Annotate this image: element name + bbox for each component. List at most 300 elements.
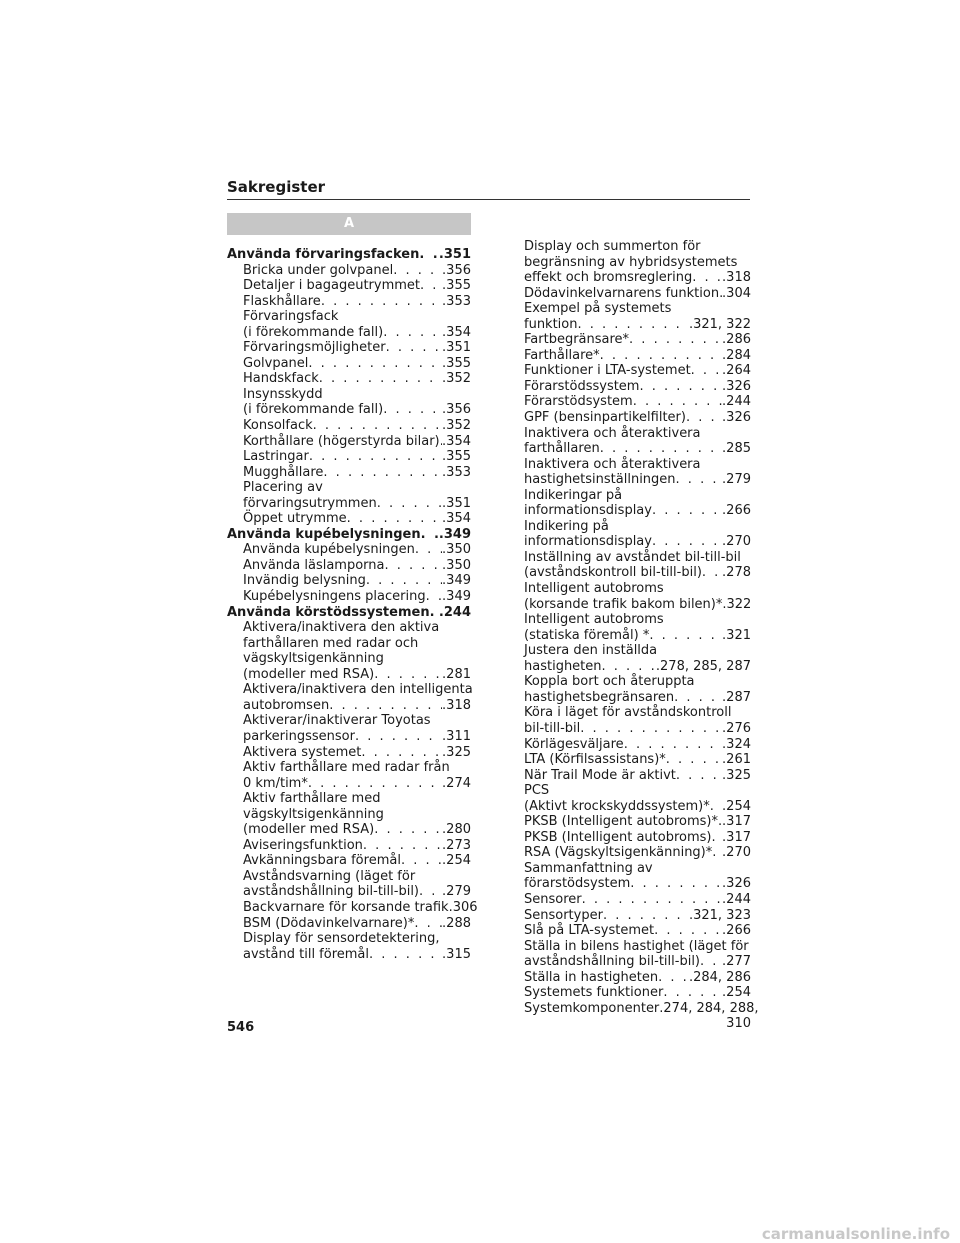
entry-text: Display för sensordetektering, xyxy=(243,931,440,947)
page-reference: .266 xyxy=(722,923,751,939)
entry-text: Använda körstödssystemen xyxy=(227,604,430,620)
page-reference: .284, 286 xyxy=(688,969,751,985)
index-entry xyxy=(524,892,751,908)
leader-dots xyxy=(308,356,442,372)
page-reference: .351 xyxy=(438,247,471,262)
entry-text: När Trail Mode är aktivt xyxy=(524,767,676,783)
index-entry xyxy=(524,394,751,410)
leader-dots xyxy=(602,659,656,675)
entry-text: funktion xyxy=(524,316,578,332)
index-entry xyxy=(524,721,751,737)
page-reference: .353 xyxy=(442,293,471,309)
leader-dots xyxy=(319,371,442,387)
leader-dots xyxy=(663,985,722,1001)
index-entry xyxy=(524,255,751,271)
leader-dots xyxy=(419,247,439,263)
index-entry xyxy=(524,674,751,690)
entry-text: Detaljer i bagageutrymmet xyxy=(243,278,420,294)
page-reference: .322 xyxy=(722,596,752,612)
leader-dots xyxy=(674,690,722,706)
index-entry xyxy=(524,488,751,504)
entry-text: Inaktivera och återaktivera xyxy=(524,425,701,441)
entry-text: Använda kupébelysningen xyxy=(227,526,421,542)
index-entry xyxy=(524,628,751,644)
page-reference: .315 xyxy=(442,946,471,962)
entry-text: Systemkomponenter xyxy=(524,1000,660,1016)
entry-text: hastighetsinställningen xyxy=(524,472,676,488)
index-entry xyxy=(524,441,751,457)
index-entry xyxy=(227,573,471,589)
leader-dots xyxy=(712,830,723,846)
page-number: 546 xyxy=(227,1020,255,1035)
entry-text: Öppet utrymme xyxy=(243,511,347,527)
leader-dots xyxy=(361,745,442,761)
leader-dots xyxy=(323,465,442,481)
leader-dots xyxy=(369,947,442,963)
leader-dots xyxy=(624,737,722,753)
leader-dots xyxy=(401,853,442,869)
entry-text: Sensorer xyxy=(524,891,582,907)
leader-dots xyxy=(580,721,722,737)
entry-text: Invändig belysning xyxy=(243,573,366,589)
page-reference: .274, 284, 288, xyxy=(659,1000,759,1016)
leader-dots xyxy=(686,410,722,426)
entry-text: Sammanfattning av xyxy=(524,860,653,876)
page-reference: .277 xyxy=(722,954,751,970)
page-reference: .355 xyxy=(442,449,471,465)
index-entry xyxy=(227,667,471,683)
page-reference: .287 xyxy=(722,689,751,705)
leader-dots xyxy=(383,325,442,341)
entry-text: (modeller med RSA) xyxy=(243,666,375,682)
leader-dots xyxy=(603,908,689,924)
page-reference: .279 xyxy=(442,884,471,900)
entry-text: PCS xyxy=(524,783,550,799)
entry-text: 0 km/tim* xyxy=(243,775,308,791)
page-reference: .355 xyxy=(442,355,471,371)
index-entry xyxy=(227,651,471,667)
index-entry xyxy=(524,332,751,348)
entry-text: Exempel på systemets xyxy=(524,301,672,317)
entry-text: Använda läslamporna xyxy=(243,557,385,573)
page-reference: .264 xyxy=(722,363,751,379)
index-entry xyxy=(524,923,751,939)
entry-text: informationsdisplay xyxy=(524,534,652,550)
index-entry xyxy=(524,519,751,535)
index-entry xyxy=(524,457,751,473)
page-reference: .318 xyxy=(442,697,471,713)
index-entry xyxy=(524,1016,751,1032)
leader-dots xyxy=(419,884,442,900)
index-entry xyxy=(524,379,751,395)
index-entry xyxy=(524,752,751,768)
entry-text: Farthållare* xyxy=(524,347,600,363)
index-entry xyxy=(227,620,471,636)
entry-text: Flaskhållare xyxy=(243,293,321,309)
page-reference: .311 xyxy=(442,728,471,744)
leader-dots xyxy=(377,496,442,512)
entry-text: Aktivera/inaktivera den intelligenta xyxy=(243,682,473,698)
entry-text: Använda förvaringsfacken xyxy=(227,247,420,262)
page-reference: .266 xyxy=(722,503,751,519)
leader-dots xyxy=(415,542,442,558)
page-reference: .270 xyxy=(722,534,751,550)
page-reference: .254 xyxy=(442,853,471,869)
leader-dots xyxy=(421,527,439,543)
entry-text: Placering av xyxy=(243,480,323,496)
index-entry xyxy=(524,503,751,519)
entry-text: hastighetsbegränsaren xyxy=(524,689,675,705)
index-entry xyxy=(227,496,471,512)
index-entry xyxy=(524,643,751,659)
page-reference: .274 xyxy=(442,775,471,791)
entry-text: GPF (bensinpartikelfilter) xyxy=(524,410,686,426)
entry-text: Backvarnare för korsande trafik xyxy=(243,899,449,915)
index-entry xyxy=(227,899,478,916)
index-entry xyxy=(227,947,471,963)
leader-dots xyxy=(633,394,722,410)
index-entry xyxy=(524,410,751,426)
page-reference: .280 xyxy=(442,822,471,838)
index-entry xyxy=(227,869,471,885)
entry-text: Kupébelysningens placering xyxy=(243,589,426,605)
entry-text: informationsdisplay xyxy=(524,503,652,519)
page-reference: .318 xyxy=(722,270,751,286)
index-entry xyxy=(524,239,751,255)
leader-dots xyxy=(366,573,442,589)
index-entry xyxy=(227,465,471,481)
page-reference: .354 xyxy=(442,511,471,527)
page-reference: .349 xyxy=(438,526,471,542)
index-entry xyxy=(227,589,471,605)
entry-text: Insynsskydd xyxy=(243,386,323,402)
page-reference: .270 xyxy=(722,845,751,861)
entry-text: Använda kupébelysningen xyxy=(243,542,415,558)
page-reference: .349 xyxy=(442,573,471,589)
index-entry xyxy=(227,278,471,294)
entry-text: (korsande trafik bakom bilen)* xyxy=(524,596,723,612)
header-divider xyxy=(227,199,750,200)
entry-text: vägskyltsigenkänning xyxy=(243,806,384,822)
leader-dots xyxy=(414,916,442,932)
page-reference: .325 xyxy=(722,767,751,783)
entry-text: vägskyltsigenkänning xyxy=(243,651,384,667)
entry-text: Indikeringar på xyxy=(524,487,623,503)
page-reference: .356 xyxy=(442,402,471,418)
entry-text: Körlägesväljare xyxy=(524,736,624,752)
leader-dots xyxy=(383,402,442,418)
page-reference: .349 xyxy=(442,589,471,605)
index-entry xyxy=(524,426,751,442)
index-entry xyxy=(227,884,471,900)
leader-dots xyxy=(692,270,722,286)
entry-text: Förarstödsystem xyxy=(524,394,633,410)
index-entry xyxy=(227,263,471,279)
page-reference: .276 xyxy=(722,720,751,736)
entry-text: (statiska föremål) * xyxy=(524,627,650,643)
entry-text: Lastringar xyxy=(243,449,309,465)
leader-dots xyxy=(420,278,442,294)
entry-text: hastigheten xyxy=(524,658,602,674)
page-reference: .321, 322 xyxy=(688,316,751,332)
index-entry xyxy=(524,783,751,799)
entry-text: Aktiv farthållare med xyxy=(243,791,381,807)
leader-dots xyxy=(666,752,722,768)
index-entry xyxy=(227,418,471,434)
index-entry xyxy=(227,402,471,418)
leader-dots xyxy=(652,534,722,550)
index-entry xyxy=(524,845,751,861)
page-reference: .356 xyxy=(442,262,471,278)
page-reference: .306 xyxy=(448,899,478,915)
entry-text: Handskfack xyxy=(243,371,319,387)
index-entry xyxy=(227,558,471,574)
leader-dots xyxy=(654,923,722,939)
entry-text: PKSB (Intelligent autobroms) xyxy=(524,829,712,845)
entry-text: Slå på LTA-systemet xyxy=(524,923,655,939)
leader-dots xyxy=(426,589,442,605)
entry-text: förarstödsystem xyxy=(524,876,631,892)
index-entry xyxy=(524,985,751,1001)
leader-dots xyxy=(639,379,722,395)
entry-text: Ställa in hastigheten xyxy=(524,969,659,985)
page-reference: .254 xyxy=(722,985,751,1001)
index-entry xyxy=(227,371,471,387)
entry-text: förvaringsutrymmen xyxy=(243,495,377,511)
page-reference: .284 xyxy=(722,347,751,363)
index-entry xyxy=(227,682,471,698)
entry-text: Display och summerton för xyxy=(524,239,701,254)
entry-text: Bricka under golvpanel xyxy=(243,262,394,278)
entry-text: Koppla bort och återuppta xyxy=(524,674,695,690)
index-entry xyxy=(524,472,751,488)
leader-dots xyxy=(652,503,722,519)
index-entry xyxy=(524,363,751,379)
index-entry xyxy=(227,729,471,745)
leader-dots xyxy=(582,892,722,908)
entry-text: Aktivera/inaktivera den aktiva xyxy=(243,620,440,636)
entry-text: Aktiverar/inaktiverar Toyotas xyxy=(243,713,431,729)
entry-text: Avkänningsbara föremål xyxy=(243,853,401,869)
page-reference: .281 xyxy=(442,666,471,682)
page-reference: .326 xyxy=(722,410,751,426)
entry-text: Fartbegränsare* xyxy=(524,332,630,348)
page-reference: .278, 285, 287 xyxy=(655,658,751,674)
leader-dots xyxy=(700,954,722,970)
entry-text: farthållaren xyxy=(524,441,600,457)
index-entry xyxy=(227,853,471,869)
index-entry xyxy=(227,698,471,714)
entry-text: Intelligent autobroms xyxy=(524,612,664,628)
index-heading xyxy=(227,247,471,263)
entry-text: Korthållare (högerstyrda bilar) xyxy=(243,433,440,449)
leader-dots xyxy=(313,418,442,434)
index-entry xyxy=(524,876,751,892)
page-reference: .321 xyxy=(722,627,751,643)
leader-dots xyxy=(374,667,442,683)
entry-text: Inställning av avståndet bil-till-bil xyxy=(524,549,741,565)
leader-dots xyxy=(578,317,689,333)
index-entry xyxy=(524,799,751,815)
index-entry xyxy=(524,550,751,566)
page-reference: .351 xyxy=(442,495,471,511)
page-reference: .304 xyxy=(722,285,751,301)
entry-text: Inaktivera och återaktivera xyxy=(524,456,701,472)
entry-text: Förarstödssystem xyxy=(524,378,640,394)
entry-text: Intelligent autobroms xyxy=(524,581,664,597)
index-entry xyxy=(227,713,471,729)
entry-text: RSA (Vägskyltsigenkänning)* xyxy=(524,845,713,861)
entry-text: (i förekommande fall) xyxy=(243,324,384,340)
page-reference: .326 xyxy=(722,378,751,394)
leader-dots xyxy=(363,838,442,854)
entry-text: Ställa in bilens hastighet (läget för xyxy=(524,938,749,954)
entry-text: Aktivera systemet xyxy=(243,744,362,760)
index-entry xyxy=(524,830,751,846)
entry-text: Sensortyper xyxy=(524,907,603,923)
entry-text: (Aktivt krockskyddssystem)* xyxy=(524,798,710,814)
leader-dots xyxy=(629,332,722,348)
index-entry xyxy=(227,542,471,558)
page-reference: .354 xyxy=(442,324,471,340)
entry-text: autobromsen xyxy=(243,697,330,713)
leader-dots xyxy=(355,729,442,745)
index-column-left xyxy=(227,247,478,962)
entry-text: parkeringssensor xyxy=(243,728,355,744)
letter-heading: A xyxy=(227,213,471,235)
index-entry xyxy=(524,301,751,317)
index-entry xyxy=(227,340,471,356)
leader-dots xyxy=(710,799,722,815)
page-reference: 310 xyxy=(726,1016,751,1032)
leader-dots xyxy=(309,449,442,465)
index-entry xyxy=(227,838,471,854)
page-reference: .288 xyxy=(442,915,471,931)
entry-text: PKSB (Intelligent autobroms)* xyxy=(524,814,718,830)
index-entry xyxy=(227,822,471,838)
leader-dots xyxy=(649,628,722,644)
entry-text: Funktioner i LTA-systemet xyxy=(524,363,691,379)
page-reference: .350 xyxy=(442,557,471,573)
page-reference: .285 xyxy=(722,441,751,457)
leader-dots xyxy=(308,776,442,792)
entry-text: Konsolfack xyxy=(243,418,313,434)
index-entry xyxy=(524,612,751,628)
index-entry xyxy=(524,659,751,675)
index-entry xyxy=(227,294,471,310)
page-reference: .244 xyxy=(722,891,751,907)
entry-text: Systemets funktioner xyxy=(524,985,664,1001)
index-column-right xyxy=(524,239,759,1032)
page-reference: .261 xyxy=(722,752,751,768)
index-entry xyxy=(227,434,471,450)
index-entry xyxy=(227,449,471,465)
index-entry xyxy=(524,737,751,753)
index-entry xyxy=(227,760,471,776)
page-reference: .352 xyxy=(442,371,471,387)
index-entry xyxy=(524,939,751,955)
index-heading xyxy=(227,527,471,543)
entry-text: BSM (Dödavinkelvarnare)* xyxy=(243,915,415,931)
leader-dots xyxy=(676,768,722,784)
entry-text: Justera den inställda xyxy=(524,643,658,659)
index-heading xyxy=(227,605,471,621)
index-entry xyxy=(227,916,471,932)
entry-text: begränsning av hybridsystemets xyxy=(524,254,738,270)
leader-dots xyxy=(712,845,722,861)
index-entry xyxy=(524,861,751,877)
entry-text: (modeller med RSA) xyxy=(243,822,375,838)
index-entry xyxy=(524,286,751,302)
page-reference: .286 xyxy=(722,332,751,348)
index-entry xyxy=(227,511,471,527)
index-entry xyxy=(227,480,471,496)
entry-text: Köra i läget för avståndskontroll xyxy=(524,705,732,721)
index-entry xyxy=(227,807,471,823)
leader-dots xyxy=(600,348,722,364)
leader-dots xyxy=(347,511,442,527)
index-entry xyxy=(524,768,751,784)
page-reference: .278 xyxy=(722,565,751,581)
index-entry xyxy=(227,776,471,792)
leader-dots xyxy=(691,363,722,379)
index-entry xyxy=(524,908,751,924)
index-entry xyxy=(524,348,751,364)
leader-dots xyxy=(658,970,689,986)
leader-dots xyxy=(329,698,442,714)
entry-text: Indikering på xyxy=(524,518,609,534)
leader-dots xyxy=(385,558,443,574)
index-entry xyxy=(524,1000,759,1017)
leader-dots xyxy=(393,263,442,279)
index-entry xyxy=(524,705,751,721)
page-reference: .244 xyxy=(438,604,471,620)
page-reference: .244 xyxy=(722,394,751,410)
index-entry xyxy=(524,954,751,970)
index-entry xyxy=(227,309,471,325)
entry-text: Golvpanel xyxy=(243,355,309,371)
entry-text: effekt och bromsreglering xyxy=(524,270,693,286)
index-entry xyxy=(227,636,471,652)
entry-text: Avståndsvarning (läget för xyxy=(243,868,416,884)
entry-text: Mugghållare xyxy=(243,464,324,480)
entry-text: Förvaringsfack xyxy=(243,309,339,325)
page-reference: .321, 323 xyxy=(688,907,751,923)
leader-dots xyxy=(430,605,439,621)
index-entry xyxy=(524,814,751,830)
index-entry xyxy=(227,745,471,761)
leader-dots xyxy=(386,340,442,356)
page-reference: .351 xyxy=(442,340,471,356)
entry-text: (i förekommande fall) xyxy=(243,402,384,418)
page-reference: .353 xyxy=(442,464,471,480)
page-reference: .254 xyxy=(722,798,751,814)
page-reference: .317 xyxy=(722,814,751,830)
entry-text: farthållaren med radar och xyxy=(243,635,419,651)
page-reference: .317 xyxy=(722,829,751,845)
section-title: Sakregister xyxy=(227,178,326,196)
index-entry xyxy=(227,356,471,372)
entry-text: avståndshållning bil-till-bil) xyxy=(243,884,420,900)
entry-text: Dödavinkelvarnarens funktion xyxy=(524,285,720,301)
page-reference: .279 xyxy=(722,472,751,488)
page-reference: .352 xyxy=(442,418,471,434)
index-entry xyxy=(524,597,751,613)
index-entry xyxy=(524,690,751,706)
page-reference: .325 xyxy=(442,744,471,760)
entry-text: LTA (Körfilsassistans)* xyxy=(524,752,666,768)
index-entry xyxy=(524,317,751,333)
